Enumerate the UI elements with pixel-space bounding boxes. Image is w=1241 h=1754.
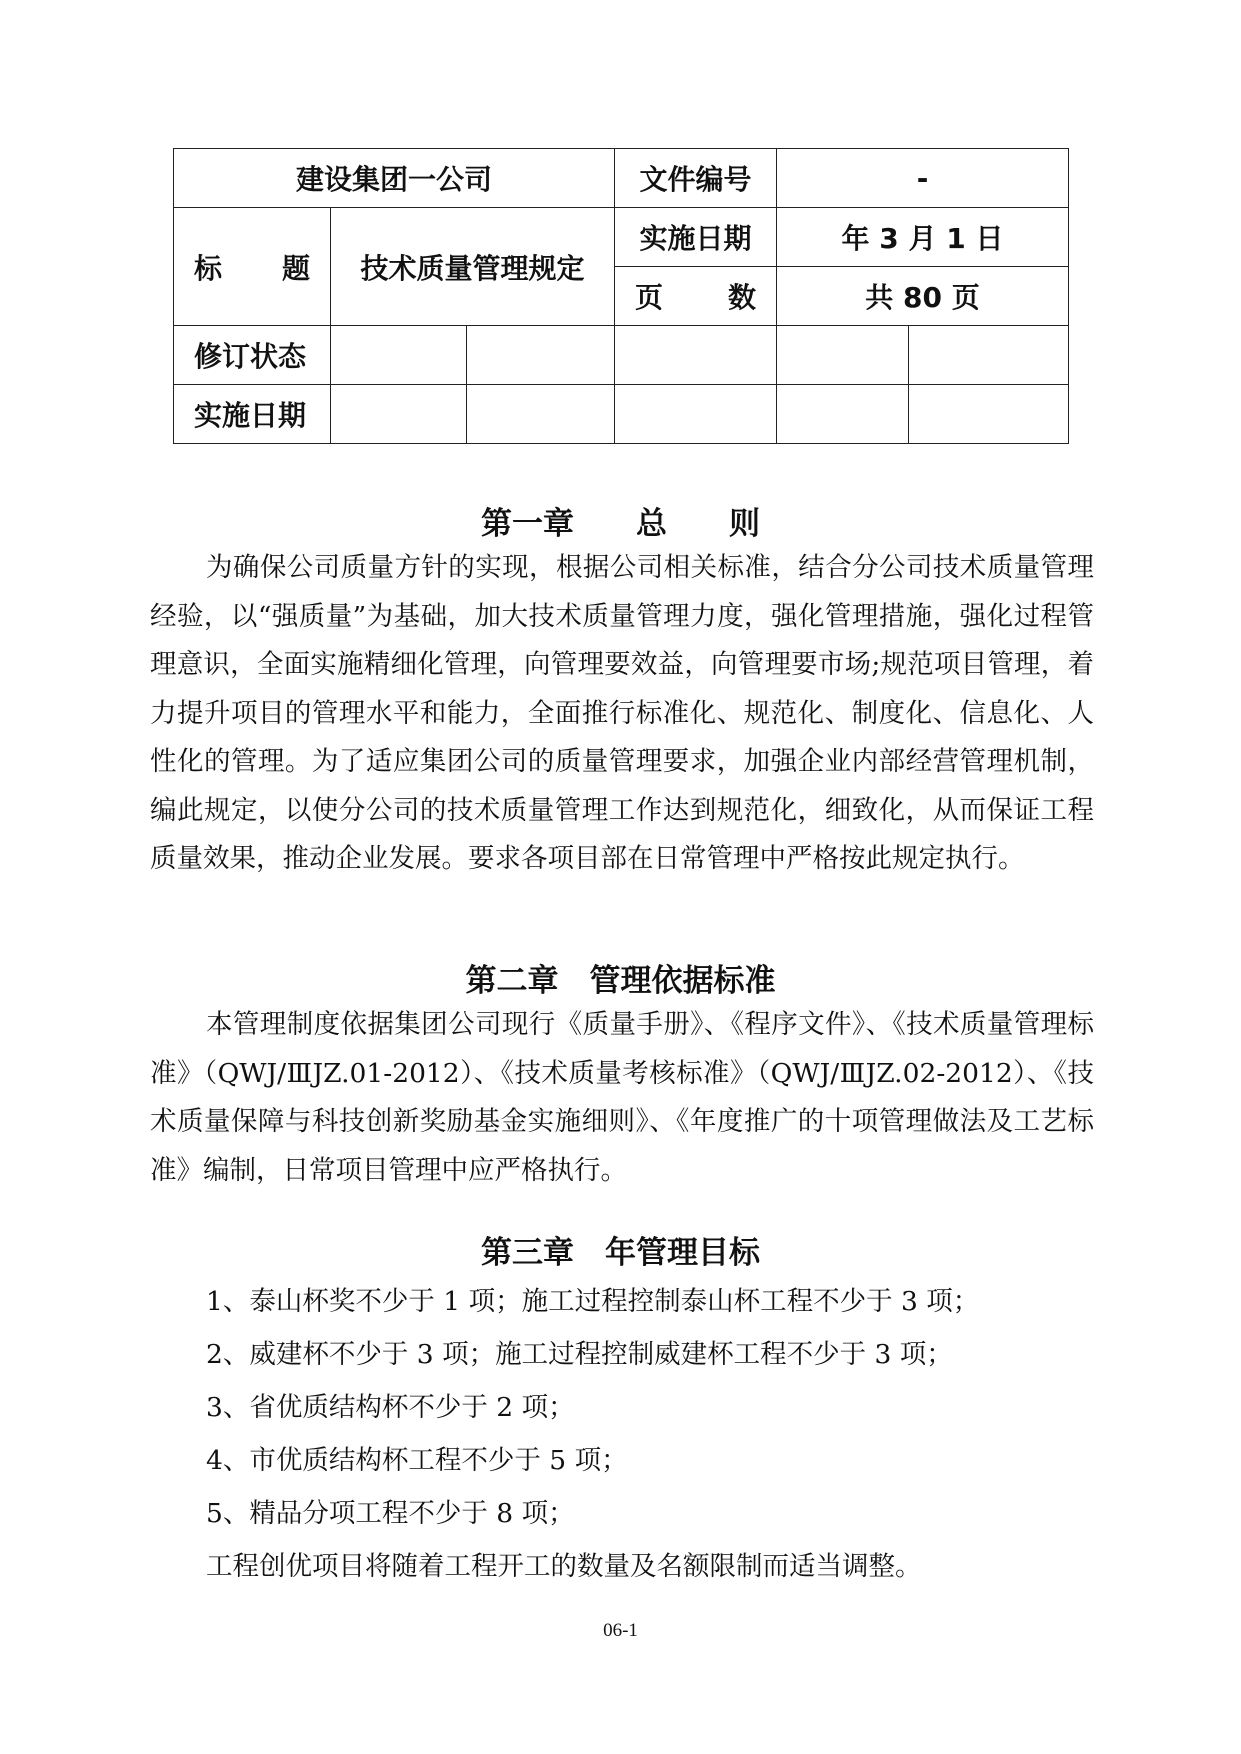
revision-status-label: 修订状态 bbox=[174, 326, 331, 385]
revision-cell-5 bbox=[909, 326, 1069, 385]
goals-adjustment-note: 工程创优项目将随着工程开工的数量及名额限制而适当调整。 bbox=[206, 1551, 922, 1582]
revision-cell-2 bbox=[467, 326, 615, 385]
implementation-date-value: 年 3 月 1 日 bbox=[777, 208, 1069, 267]
page-count-label-char-1: 页 bbox=[635, 281, 664, 314]
document-header-table bbox=[173, 148, 1069, 444]
document-title-value: 技术质量管理规定 bbox=[331, 208, 615, 326]
list-item: 4、市优质结构杯工程不少于 5 项； bbox=[206, 1445, 628, 1476]
page-count-label-cell bbox=[615, 267, 777, 326]
date-cell-2 bbox=[467, 385, 615, 444]
title-label-char-2: 题 bbox=[281, 251, 310, 285]
chapter-2-title: 第二章 管理依据标准 bbox=[465, 963, 776, 999]
implementation-date-label: 实施日期 bbox=[615, 208, 777, 267]
page-count-label-char-2: 数 bbox=[727, 281, 756, 314]
revision-cell-4 bbox=[777, 326, 909, 385]
page-count-value: 共 80 页 bbox=[777, 267, 1069, 326]
file-number-label: 文件编号 bbox=[615, 149, 777, 208]
date-cell-3 bbox=[615, 385, 777, 444]
implementation-date-row-label: 实施日期 bbox=[174, 385, 331, 444]
list-item: 3、省优质结构杯不少于 2 项； bbox=[206, 1392, 575, 1423]
annual-goals-list bbox=[206, 1275, 1106, 1540]
revision-cell-1 bbox=[331, 326, 467, 385]
chapter-3-title: 第三章 年管理目标 bbox=[481, 1235, 760, 1271]
title-label-char-1: 标 bbox=[194, 251, 223, 285]
chapter-1-title: 第一章 总 则 bbox=[481, 506, 760, 542]
list-item: 2、威建杯不少于 3 项；施工过程控制威建杯工程不少于 3 项； bbox=[206, 1339, 953, 1370]
company-name: 建设集团一公司 bbox=[174, 149, 615, 208]
date-cell-1 bbox=[331, 385, 467, 444]
title-label-cell bbox=[174, 208, 331, 326]
revision-cell-3 bbox=[615, 326, 777, 385]
page-number: 06-1 bbox=[603, 1620, 638, 1641]
date-cell-5 bbox=[909, 385, 1069, 444]
date-cell-4 bbox=[777, 385, 909, 444]
chapter-1-body: 为确保公司质量方针的实现，根据公司相关标准，结合分公司技术质量管理经验，以“强质量”为基础，加大技术质量管理力度，强化管理措施，强化过程管理意识，全面实施精细化管理，向管理要效益，向管理要市场;规范项目管理，着力提升项目的管理水平和能力，全面推行标准化、规范化、制度化、信息化、人性化的管理。为了适应集团公司的质量管理要求，加强企业内部经营管理机制，编此规定，以使分公司的技术质量管理工作达到规范化，细致化，从而保证工程质量效果，推动企业发展。要求各项目部在日常管理中严格按此规定执行。 bbox=[150, 552, 1094, 874]
list-item: 5、精品分项工程不少于 8 项； bbox=[206, 1498, 575, 1529]
file-number-value: - bbox=[777, 149, 1069, 208]
list-item: 1、泰山杯奖不少于 1 项；施工过程控制泰山杯工程不少于 3 项； bbox=[206, 1286, 980, 1317]
chapter-2-body: 本管理制度依据集团公司现行《质量手册》、《程序文件》、《技术质量管理标准》（QWJ/ⅢJZ.01-2012）、《技术质量考核标准》（QWJ/ⅢJZ.02-2012）、《技术质量保障与科技创新奖励基金实施细则》、《年度推广的十项管理做法及工艺标准》编制，日常项目管理中应严格执行。 bbox=[150, 1009, 1094, 1186]
